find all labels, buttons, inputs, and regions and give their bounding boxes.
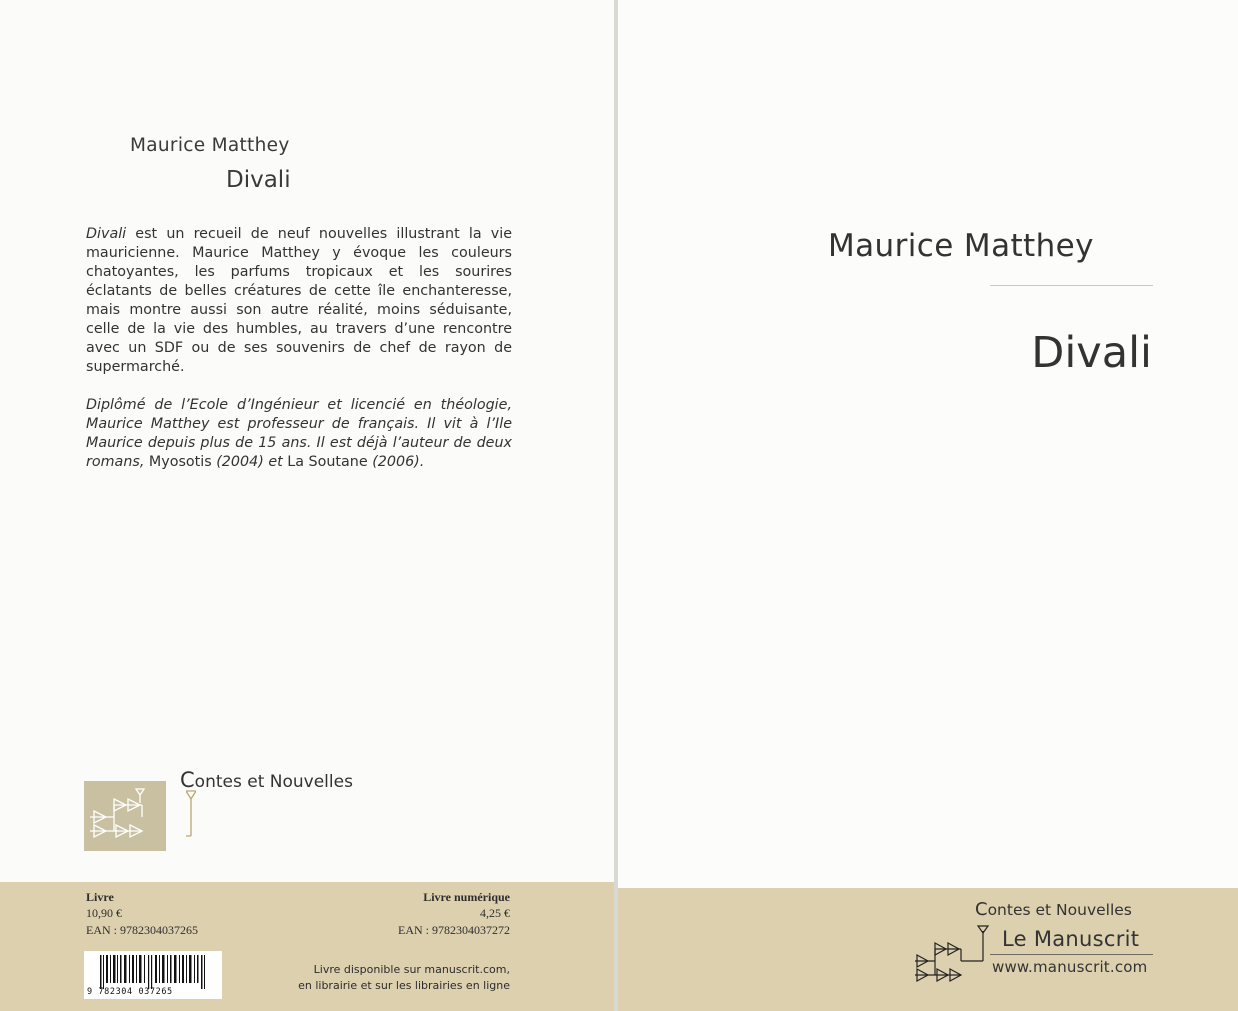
collection-stem-icon (186, 790, 196, 846)
print-ean: EAN : 9782304037265 (86, 923, 198, 937)
collection-logo (84, 781, 166, 851)
front-collection-initial: C (975, 899, 988, 920)
front-collection-rest: ontes et Nouvelles (987, 901, 1132, 919)
digital-price: 4,25 € (480, 906, 510, 920)
back-book-title: Divali (226, 167, 291, 193)
bio-book-myosotis: Myosotis (148, 454, 212, 470)
bio-book-la-soutane: La Soutane (287, 454, 368, 470)
blurb-title-word: Divali (86, 226, 127, 242)
digital-label: Livre numérique (423, 890, 510, 904)
publisher-logo-icon (913, 925, 993, 987)
back-blurb (86, 225, 512, 491)
availability-note (298, 962, 510, 994)
digital-ean: EAN : 9782304037272 (398, 923, 510, 937)
back-cover (0, 0, 614, 1011)
barcode (84, 951, 222, 999)
front-divider (990, 285, 1153, 286)
front-cover (618, 0, 1238, 1011)
back-collection-name (180, 768, 353, 792)
publisher-divider (990, 954, 1153, 955)
back-collection-rest: ontes et Nouvelles (194, 772, 353, 792)
bio-year-2: (2006). (367, 454, 425, 470)
publisher-name: Le Manuscrit (1002, 927, 1140, 951)
bio-text: Diplômé de l’Ecole d’Ingénieur et licencié en théologie, Maurice Matthey est professeur de français. Il vit à l’Ile Maurice depuis plus de 15 ans. Il est déjà l’auteur de deux romans, (86, 397, 512, 470)
blurb-summary-text: est un recueil de neuf nouvelles illustrant la vie mauricienne. Maurice Matthey y évoque les couleurs chatoyantes, les parfums tropicaux et les sourires éclatants de belles créatures de cette île enchanteresse, mais montre aussi son autre réalité, moins séduisante, celle de la vie des humbles, au travers d’une rencontre avec un SDF ou de ses souvenirs de chef de rayon de supermarché. (86, 226, 512, 375)
print-label: Livre (86, 890, 114, 904)
availability-line-2: en librairie et sur les librairies en ligne (298, 979, 510, 992)
bio-year-1: (2004) et (211, 454, 288, 470)
blurb-paragraph-summary (86, 225, 512, 377)
circuit-logo-icon (84, 781, 166, 851)
back-collection-initial: C (180, 768, 195, 792)
publisher-website: www.manuscrit.com (992, 958, 1148, 976)
front-author-name: Maurice Matthey (828, 228, 1094, 264)
barcode-digits: 9 782304 037265 (87, 987, 173, 997)
availability-line-1: Livre disponible sur manuscrit.com, (313, 963, 510, 976)
print-price: 10,90 € (86, 906, 122, 920)
front-book-title: Divali (1031, 328, 1152, 378)
blurb-paragraph-bio (86, 396, 512, 472)
back-author-name: Maurice Matthey (130, 135, 290, 156)
front-collection-name (975, 899, 1132, 920)
